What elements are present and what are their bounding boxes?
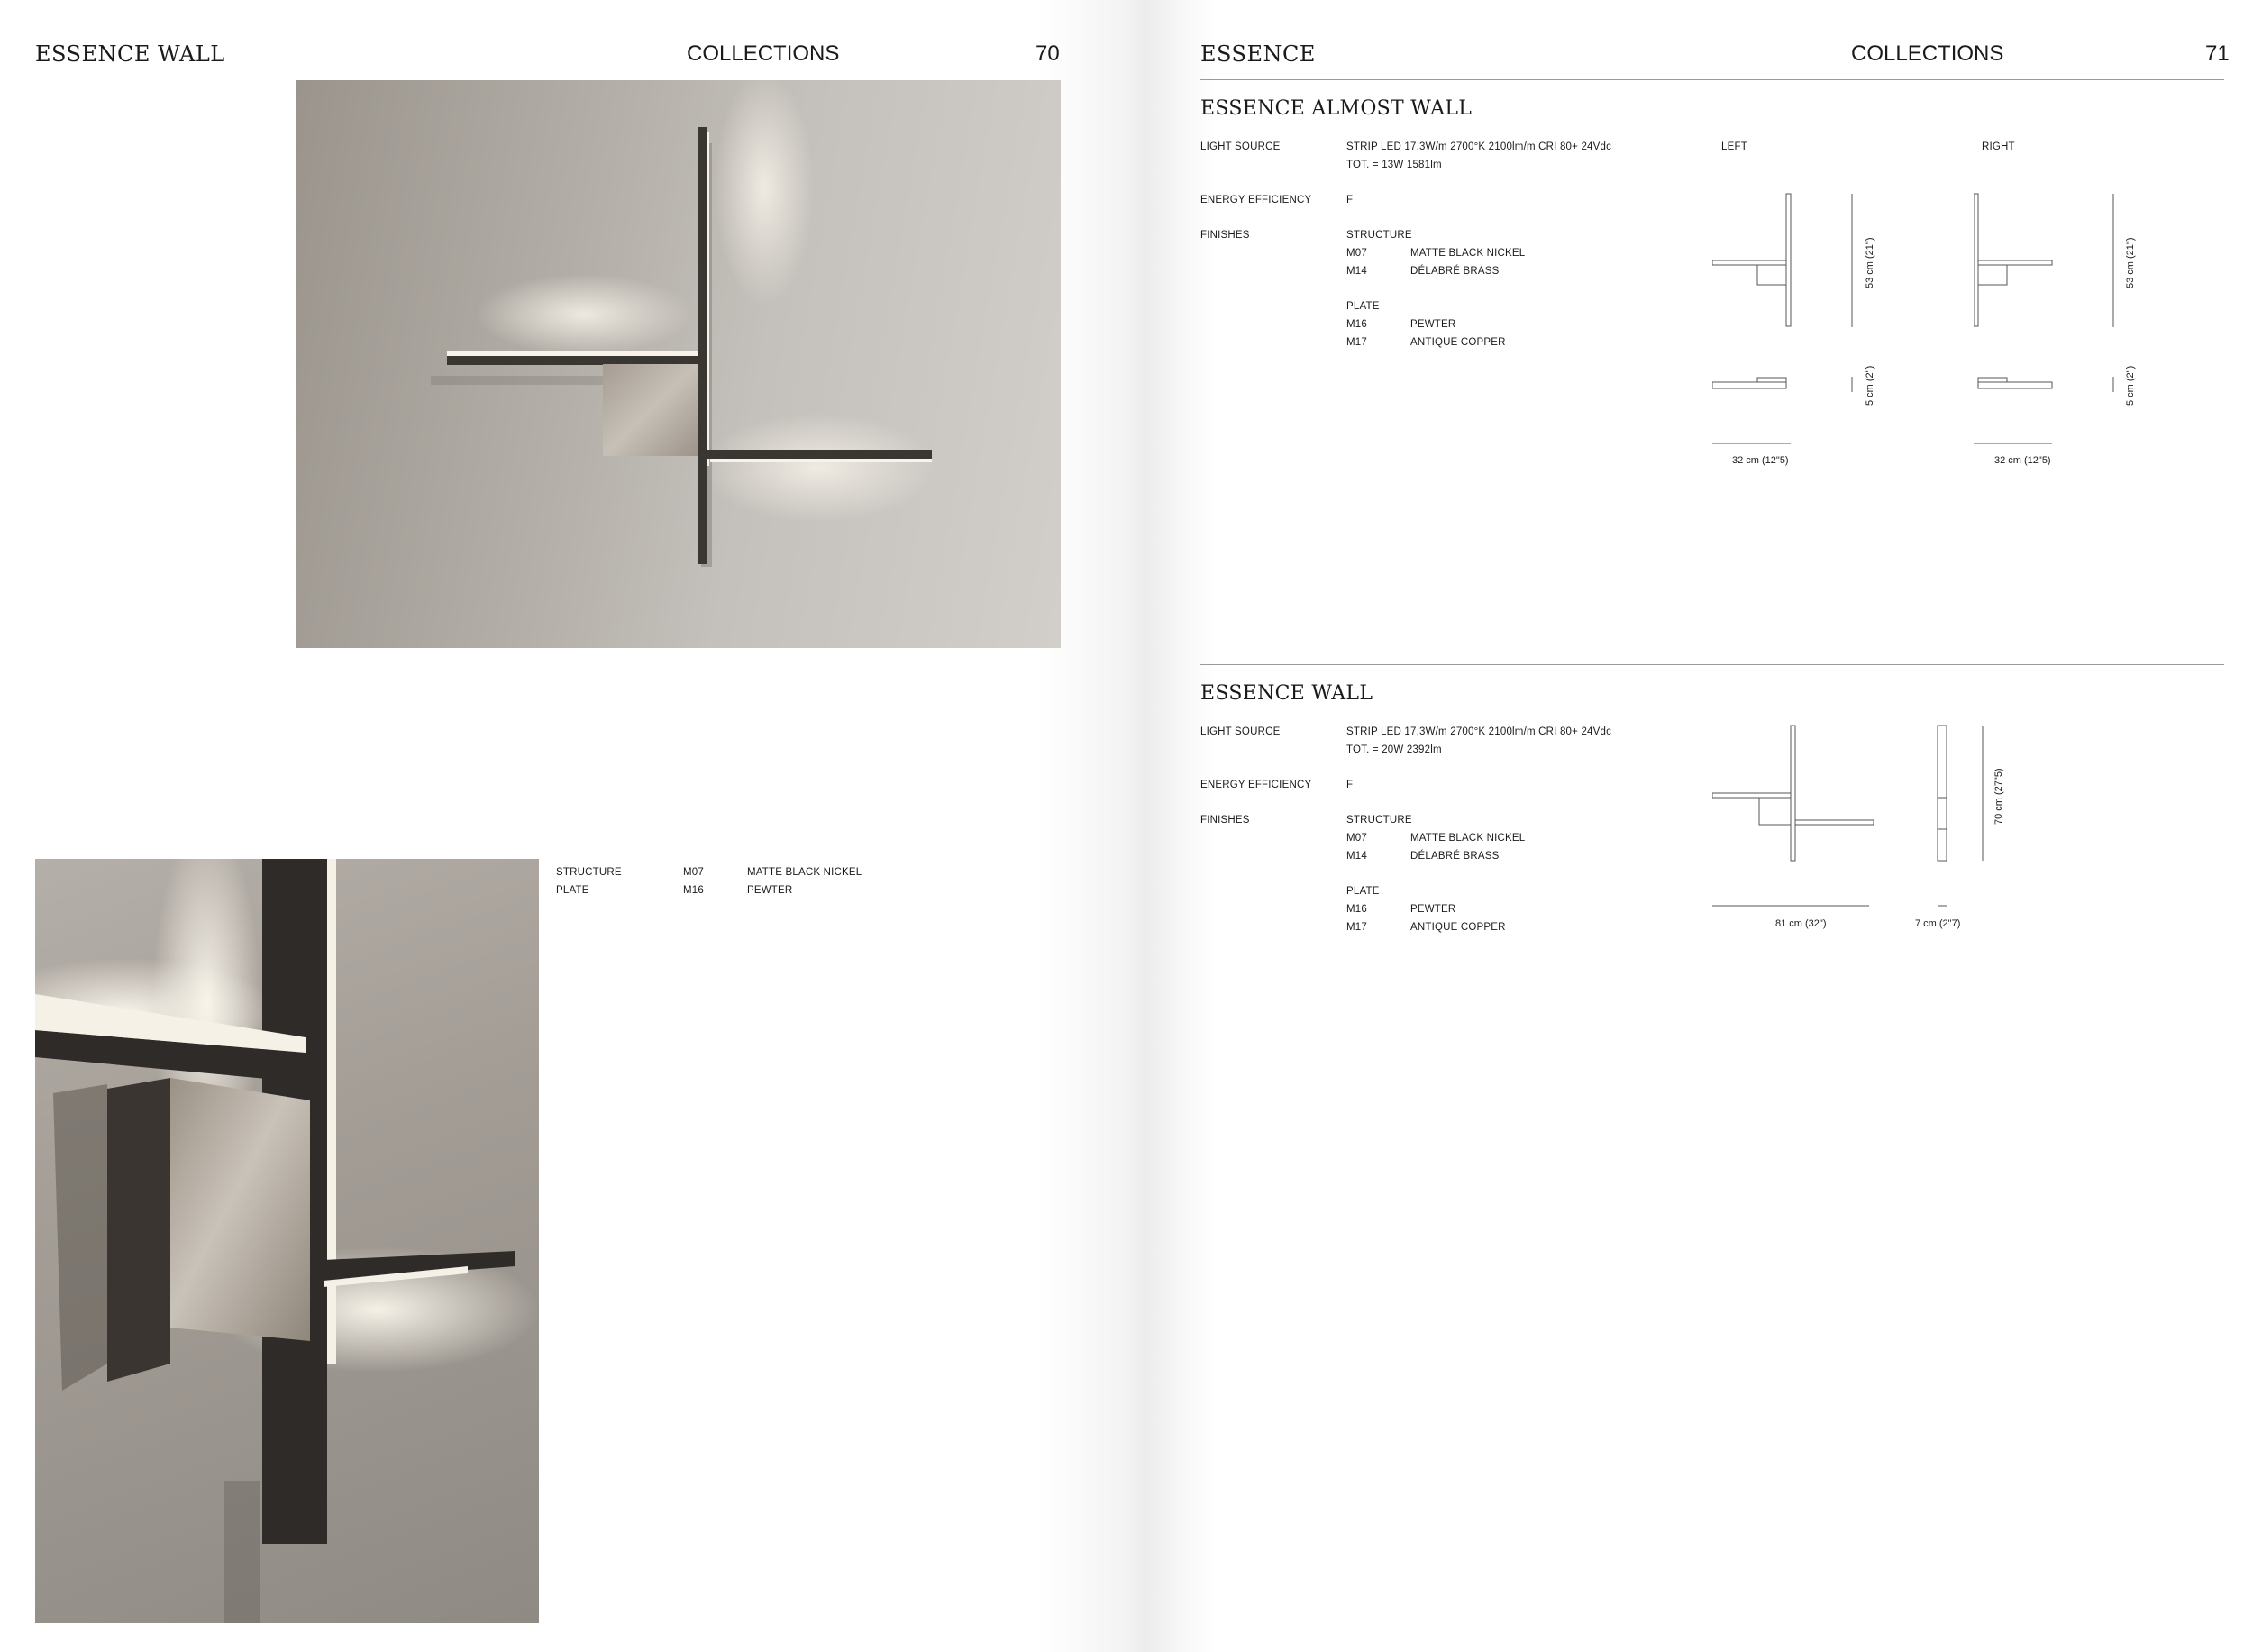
w-height-dimension: 70 cm (27"5) xyxy=(1993,768,2004,825)
caption-plate-code: M16 xyxy=(683,885,704,896)
aw-right-dimension-lines xyxy=(2109,194,2127,410)
w-energy-value: F xyxy=(1346,780,1354,790)
aw-energy-label: ENERGY EFFICIENCY xyxy=(1200,195,1312,205)
aw-structure-name-2: DÉLABRÉ BRASS xyxy=(1410,266,1500,277)
aw-left-width-dimension: 32 cm (12"5) xyxy=(1732,455,1789,466)
aw-left-height-dimension: 53 cm (21") xyxy=(1865,237,1875,288)
w-depth-dimension: 7 cm (2"7) xyxy=(1915,918,1961,929)
w-plate-code-2: M17 xyxy=(1346,922,1367,933)
aw-right-label: RIGHT xyxy=(1982,141,2015,152)
w-plate-label: PLATE xyxy=(1346,886,1380,897)
right-page xyxy=(1126,0,2253,1652)
aw-structure-code-1: M07 xyxy=(1346,248,1367,259)
aw-light-source-line1: STRIP LED 17,3W/m 2700°K 2100lm/m CRI 80+ 24Vdc xyxy=(1346,141,1612,152)
caption-plate-label: PLATE xyxy=(556,885,589,896)
w-energy-label: ENERGY EFFICIENCY xyxy=(1200,780,1312,790)
aw-plate-name-2: ANTIQUE COPPER xyxy=(1410,337,1506,348)
left-page xyxy=(0,0,1126,1652)
w-structure-code-2: M14 xyxy=(1346,851,1367,862)
aw-light-source-line2: TOT. = 13W 1581lm xyxy=(1346,160,1442,170)
aw-plate-code-2: M17 xyxy=(1346,337,1367,348)
right-page-number: 71 xyxy=(2205,41,2230,66)
w-plate-name-1: PEWTER xyxy=(1410,904,1456,915)
w-structure-label: STRUCTURE xyxy=(1346,815,1412,826)
aw-plate-name-1: PEWTER xyxy=(1410,319,1456,330)
left-page-number: 70 xyxy=(1035,41,1060,66)
w-light-source-line1: STRIP LED 17,3W/m 2700°K 2100lm/m CRI 80+ 24Vdc xyxy=(1346,726,1612,737)
aw-left-dimension-lines xyxy=(1847,194,1865,410)
header-rule xyxy=(1200,79,2224,80)
aw-plate-code-1: M16 xyxy=(1346,319,1367,330)
section-divider-rule xyxy=(1200,664,2224,665)
aw-finishes-label: FINISHES xyxy=(1200,230,1250,241)
aw-left-depth-dimension: 5 cm (2") xyxy=(1865,365,1875,406)
w-side-technical-drawing xyxy=(1920,721,1992,919)
aw-right-depth-dimension: 5 cm (2") xyxy=(2125,365,2136,406)
w-structure-name-2: DÉLABRÉ BRASS xyxy=(1410,851,1500,862)
aw-structure-name-1: MATTE BLACK NICKEL xyxy=(1410,248,1526,259)
w-front-technical-drawing xyxy=(1712,721,1874,919)
w-plate-name-2: ANTIQUE COPPER xyxy=(1410,922,1506,933)
left-header-title: ESSENCE WALL xyxy=(35,41,225,67)
product-photo-closeup xyxy=(35,859,539,1623)
aw-structure-label: STRUCTURE xyxy=(1346,230,1412,241)
right-header-section: COLLECTIONS xyxy=(1851,41,2004,66)
w-plate-code-1: M16 xyxy=(1346,904,1367,915)
caption-structure-label: STRUCTURE xyxy=(556,867,622,878)
left-header-section: COLLECTIONS xyxy=(687,41,840,66)
w-light-source-line2: TOT. = 20W 2392lm xyxy=(1346,744,1442,755)
aw-right-height-dimension: 53 cm (21") xyxy=(2125,237,2136,288)
almost-wall-title: ESSENCE ALMOST WALL xyxy=(1200,97,1473,120)
wall-title: ESSENCE WALL xyxy=(1200,682,1373,705)
right-header-title: ESSENCE xyxy=(1200,41,1316,67)
aw-light-source-label: LIGHT SOURCE xyxy=(1200,141,1281,152)
aw-left-label: LEFT xyxy=(1721,141,1747,152)
caption-structure-name: MATTE BLACK NICKEL xyxy=(747,867,862,878)
aw-energy-value: F xyxy=(1346,195,1354,205)
w-structure-name-1: MATTE BLACK NICKEL xyxy=(1410,833,1526,844)
w-light-source-label: LIGHT SOURCE xyxy=(1200,726,1281,737)
aw-structure-code-2: M14 xyxy=(1346,266,1367,277)
caption-structure-code: M07 xyxy=(683,867,704,878)
w-structure-code-1: M07 xyxy=(1346,833,1367,844)
product-photo-wide xyxy=(296,80,1061,648)
aw-plate-label: PLATE xyxy=(1346,301,1380,312)
aw-right-width-dimension: 32 cm (12"5) xyxy=(1994,455,2051,466)
aw-left-technical-drawing xyxy=(1712,185,1838,473)
aw-right-technical-drawing xyxy=(1974,185,2100,473)
w-width-dimension: 81 cm (32") xyxy=(1775,918,1827,929)
caption-plate-name: PEWTER xyxy=(747,885,793,896)
w-finishes-label: FINISHES xyxy=(1200,815,1250,826)
